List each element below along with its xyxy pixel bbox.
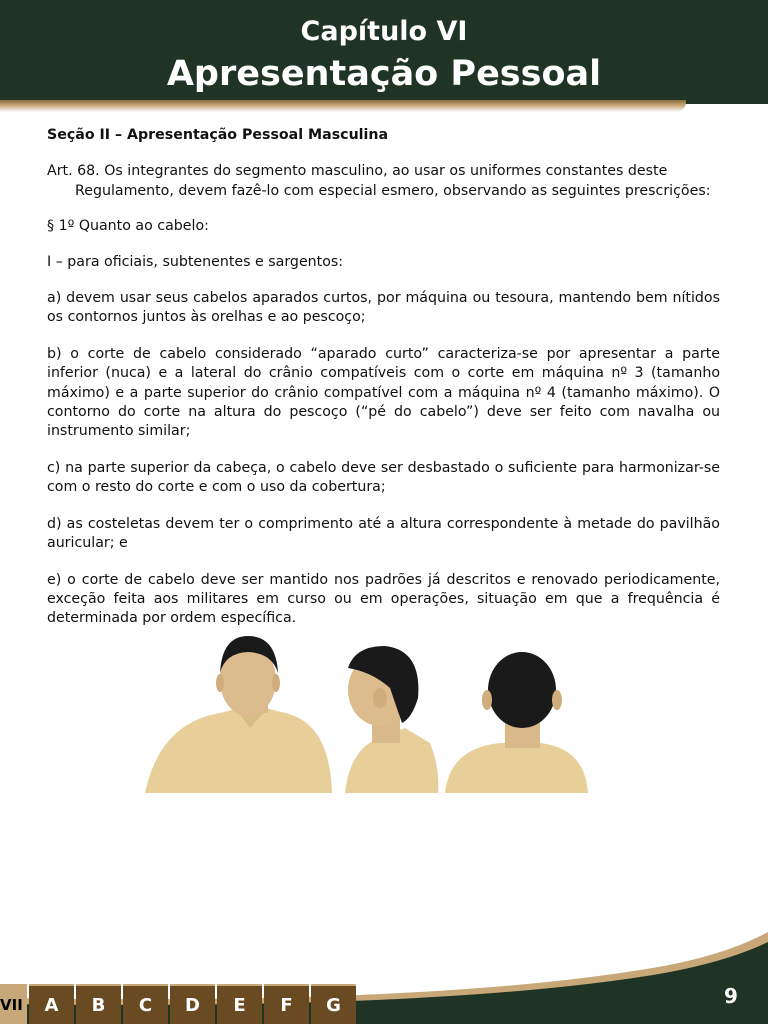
list-item: d) as costeletas devem ter o comprimento até a altura correspondente à metade do pavilhão auricular; e <box>47 515 720 552</box>
list-item: a) devem usar seus cabelos aparados curtos, por máquina ou tesoura, mantendo bem nítidos os contornos juntos às orelhas e ao pescoço; <box>47 290 720 326</box>
tab-annex-c[interactable]: C <box>123 984 168 1024</box>
front-view-figure <box>145 636 332 793</box>
tab-current-chapter[interactable]: VII <box>0 984 27 1024</box>
subheading: I – para oficiais, subtenentes e sargentos: <box>47 253 344 270</box>
tab-annex-b[interactable]: B <box>76 984 121 1024</box>
chapter-tabs <box>0 984 358 1024</box>
tab-annex-d[interactable]: D <box>170 984 215 1024</box>
tab-annex-g[interactable]: G <box>311 984 356 1024</box>
tab-annex-f[interactable]: F <box>264 984 309 1024</box>
header-accent-bar <box>0 100 686 112</box>
list-item: e) o corte de cabelo deve ser mantido nos padrões já descritos e renovado periodicamente, exceção feita aos militares em curso ou em operações, situação em que a frequência é determinada por ordem específica. <box>47 571 720 627</box>
paragraph-heading: § 1º Quanto ao cabelo: <box>47 218 209 235</box>
article-text: Art. 68. Os integrantes do segmento masculino, ao usar os uniformes constantes deste Regulamento, devem fazê-lo com especial esmero, observando as seguintes prescrições: <box>47 163 711 199</box>
list-item: c) na parte superior da cabeça, o cabelo deve ser desbastado o suficiente para harmonizar-se com o resto do corte e com o uso da cobertura; <box>47 459 720 496</box>
back-view-figure <box>445 652 588 793</box>
haircut-illustration <box>140 628 600 798</box>
page-body <box>47 126 720 646</box>
chapter-number: Capítulo VI <box>300 16 468 47</box>
side-view-figure <box>345 646 438 793</box>
chapter-header <box>0 0 768 104</box>
list-item: b) o corte de cabelo considerado “aparado curto” caracteriza-se por apresentar a parte inferior (nuca) e a lateral do crânio compatíveis com o corte em máquina nº 3 (tamanho máximo) e a parte superior do crânio compatível com a máquina nº 4 (tamanho máximo). O contorno do corte na altura do pescoço (“pé do cabelo”) deve ser feito com navalha ou instrumento similar; <box>47 345 720 440</box>
chapter-title: Apresentação Pessoal <box>166 54 602 94</box>
page-number: 9 <box>724 984 738 1008</box>
tab-annex-e[interactable]: E <box>217 984 262 1024</box>
section-title: Seção II – Apresentação Pessoal Masculina <box>47 127 389 143</box>
tab-annex-a[interactable]: A <box>29 984 74 1024</box>
